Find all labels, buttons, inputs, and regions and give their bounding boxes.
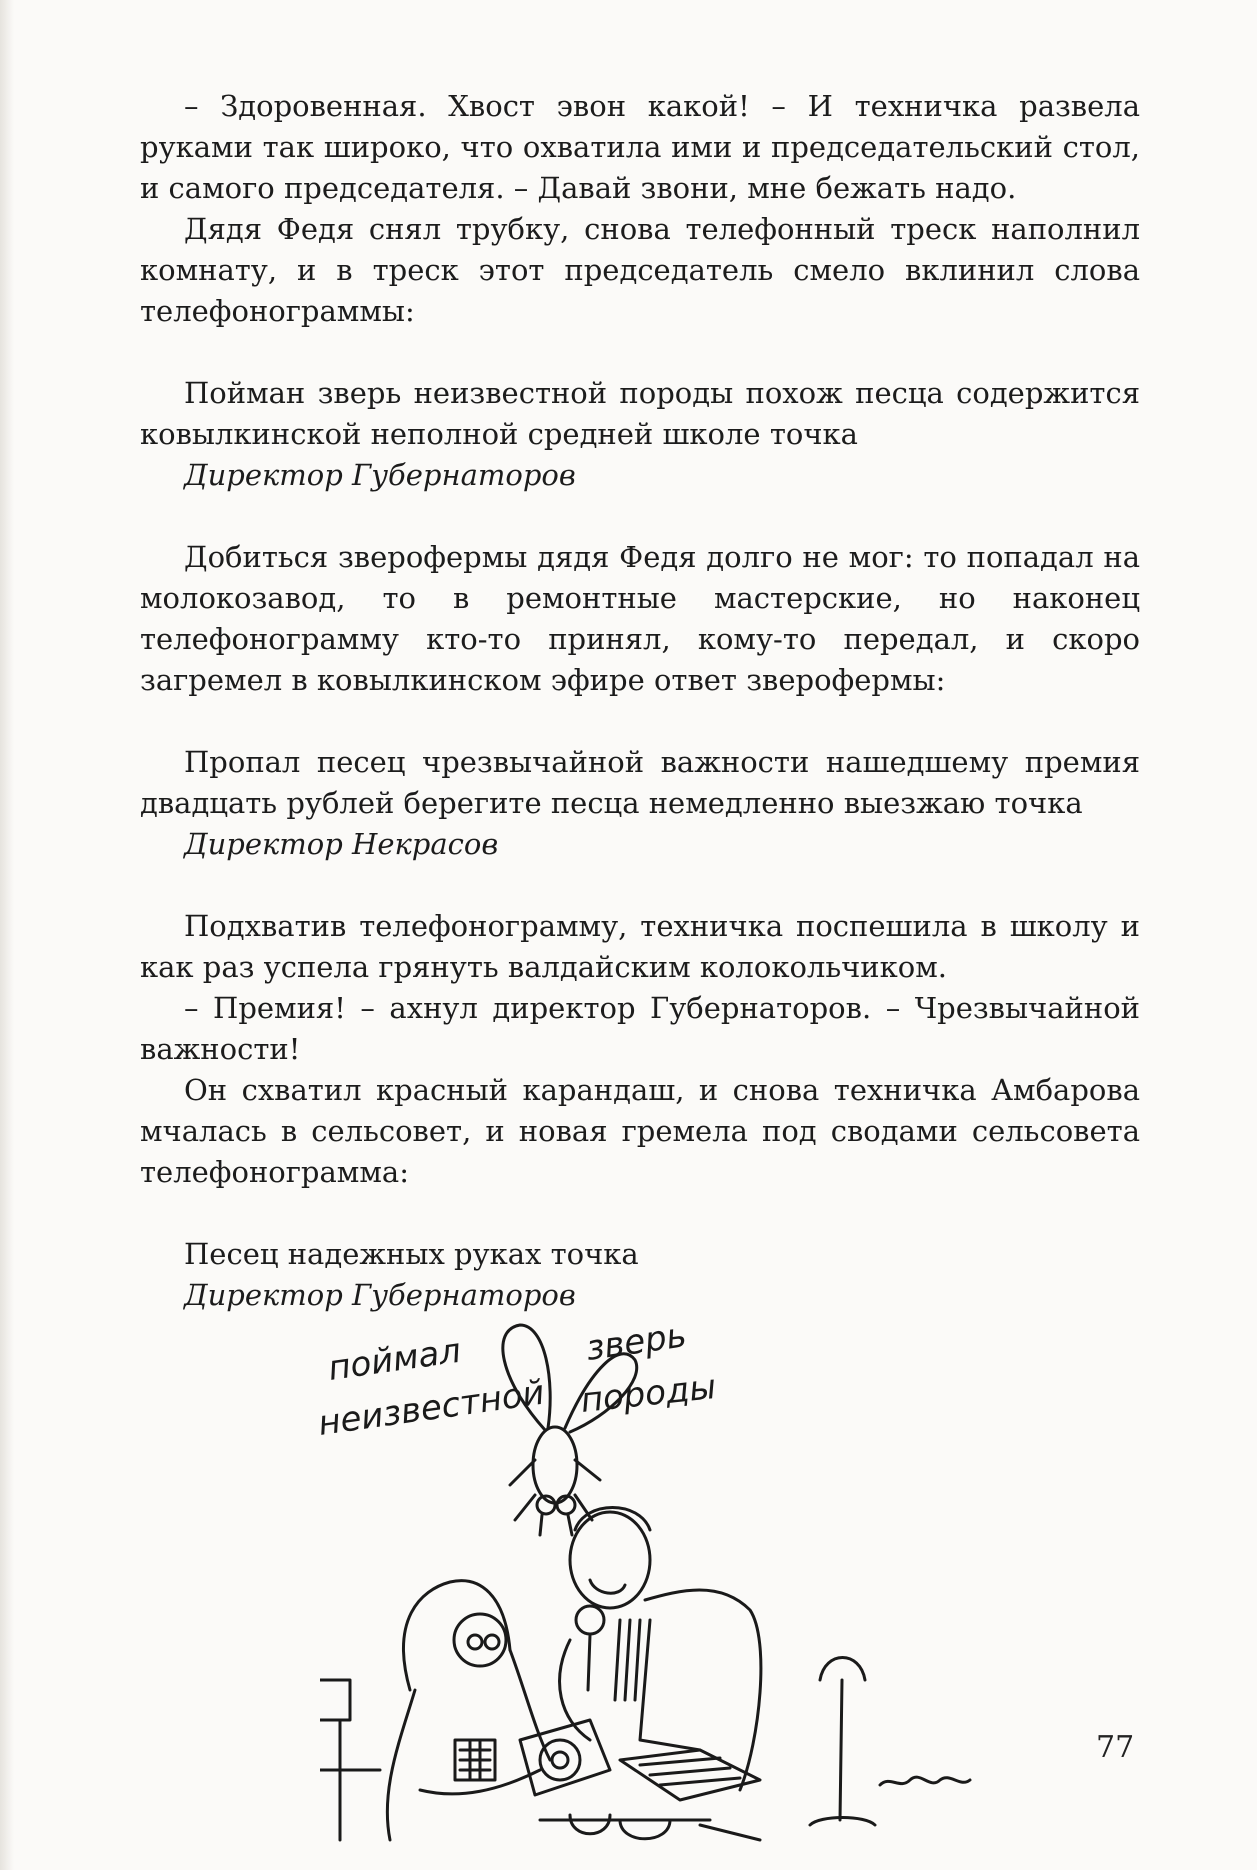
spacer [140,701,1140,742]
telegram-text: Пропал песец чрезвычайной важности нашедшему премия двадцать рублей берегите песца немедленно выезжаю точка [140,745,1140,820]
illustration [320,1320,1100,1850]
paragraph: Подхватив телефонограмму, техничка поспешила в школу и как раз успела грянуть валдайским колокольчиком. [140,909,1140,984]
telegram-signature: Директор Губернаторов [184,1278,576,1312]
spacer [140,496,1140,537]
telephone-drawing [520,1720,610,1795]
telegram-text: Песец надежных руках точка [184,1237,639,1271]
desk-items-drawing [540,1750,760,1840]
spacer [140,332,1140,373]
telegram-signature: Директор Некрасов [184,827,499,861]
scribble-drawing [880,1777,970,1785]
spacer [140,865,1140,906]
man-drawing [560,1508,761,1791]
lamp-drawing [810,1658,875,1826]
illustration-drawing [320,1320,1100,1850]
page-edge-shadow [0,0,14,1870]
telegram-signature: Директор Губернаторов [184,458,576,492]
paragraph: Добиться зверофермы дядя Федя долго не мог: то попадал на молокозавод, то в ремонтные мастерские, но наконец телефонограмму кто-то принял, кому-то передал, и скоро загремел в ковылкинском эфире ответ зверофермы: [140,540,1140,697]
body-text [140,86,1140,1316]
page-number: 77 [1096,1730,1135,1765]
paragraph: – Премия! – ахнул директор Губернаторов. – Чрезвычайной важности! [140,991,1140,1066]
handwritten-word: поймал [325,1330,464,1389]
paragraph: Дядя Федя снял трубку, снова телефонный треск наполнил комнату, и в треск этот председатель смело вклинил слова телефонограммы: [140,212,1140,328]
handwritten-word: неизвестной [320,1372,547,1444]
paragraph: – Здоровенная. Хвост эвон какой! – И техничка развела руками так широко, что охватила ими и председательский стол, и самого председателя. – Давай звони, мне бежать надо. [140,89,1140,205]
chair-drawing [320,1680,380,1840]
spacer [140,1193,1140,1234]
paragraph: Он схватил красный карандаш, и снова техничка Амбарова мчалась в сельсовет, и новая гремела под сводами сельсовета телефонограмма: [140,1073,1140,1189]
telegram-text: Пойман зверь неизвестной породы похож песца содержится ковылкинской неполной средней школе точка [140,376,1140,451]
handwritten-word: зверь [583,1320,689,1369]
handwritten-word: породы [578,1366,718,1421]
woman-drawing [387,1581,550,1840]
